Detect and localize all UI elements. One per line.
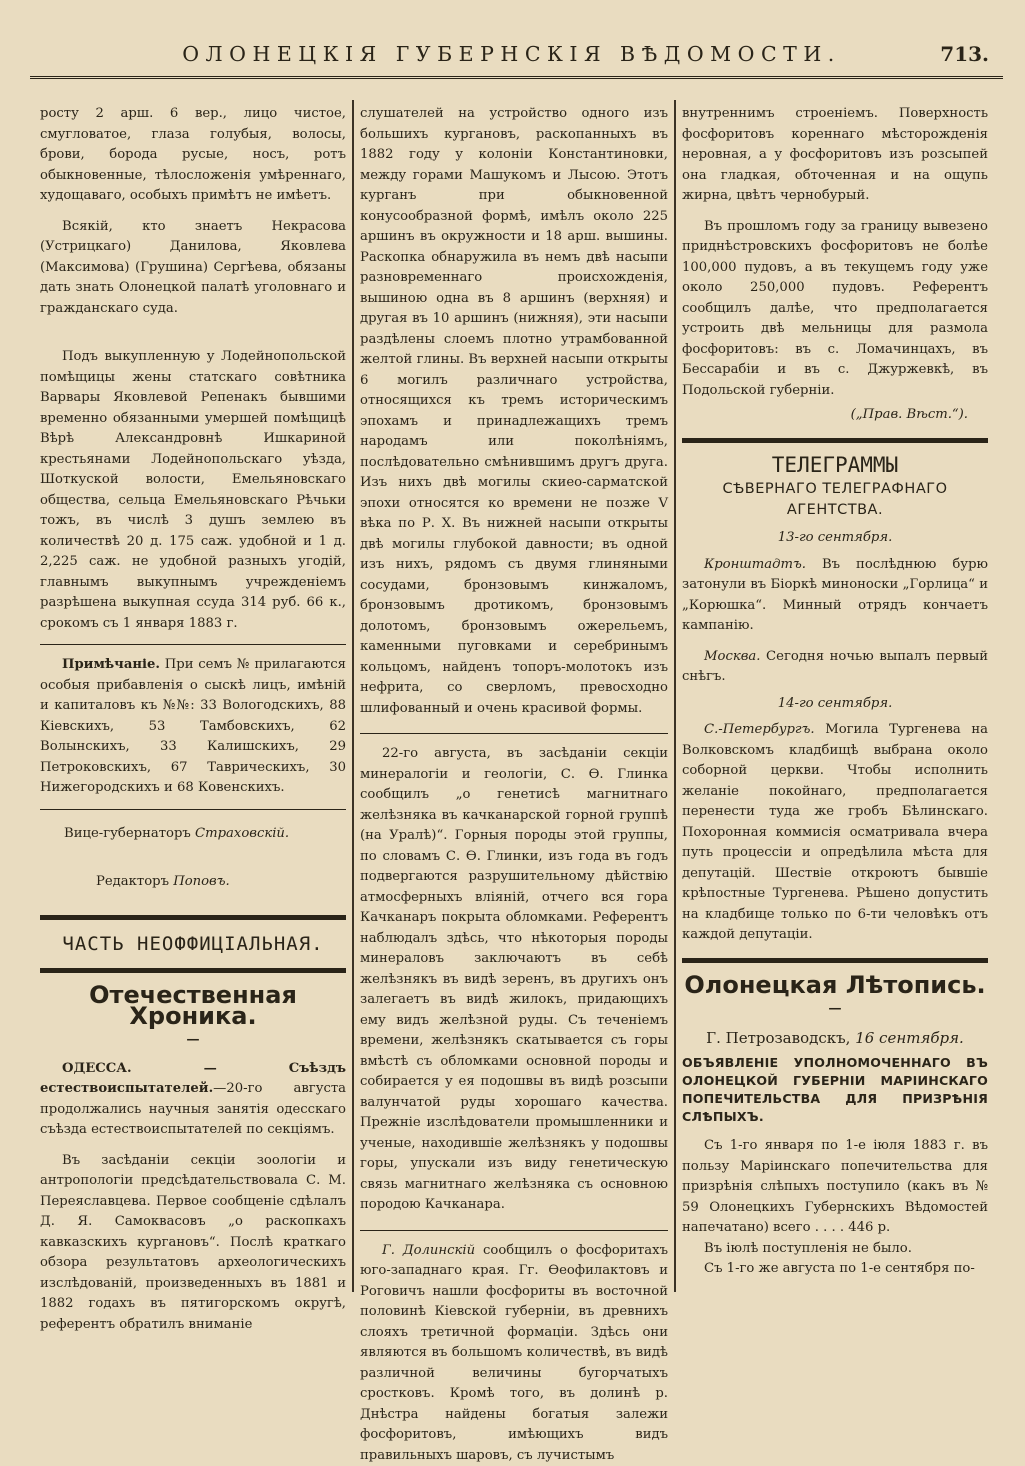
- odessa-lead: ОДЕССА. — Съѣздъ естествоиспытателей.: [40, 1061, 346, 1097]
- column-rule-2: [674, 100, 676, 1292]
- column-1: [40, 104, 346, 1292]
- odessa-text: —20-го августа продолжались научныя занятія одесскаго съѣзда естествоиспытателей по секціямъ.: [40, 1081, 346, 1137]
- announcement-heading: ОБЪЯВЛЕНІЕ УПОЛНОМОЧЕННАГО ВЪ ОЛОНЕЦКОЙ ГУБЕРНІИ МАРІИНСКАГО ПОПЕЧИТЕЛЬСТВА ДЛЯ ПРИЗРѢНІЯ СЛѢПЫХЪ.: [682, 1054, 988, 1126]
- note-text: При семъ № прилагаются особыя прибавленія о сыскѣ лицъ, имѣній и капиталовъ къ №№: 33 Вологодскихъ, 88 Кіевскихъ, 53 Тамбовскихъ, 62 Волынскихъ, 33 Калишскихъ, 29 Петроковскихъ, 67 Таврическихъ, 30 Нижегородскихъ и 68 Ковенскихъ.: [40, 657, 346, 795]
- source-citation: („Прав. Вѣст.“).: [682, 405, 968, 426]
- divider: [360, 733, 668, 734]
- city-dateline: [682, 1028, 988, 1049]
- telegram: [682, 720, 988, 946]
- dash-separator: —: [682, 999, 988, 1020]
- note-label: Примѣчаніе.: [62, 657, 160, 672]
- paragraph-text: сообщилъ о фосфоритахъ юго-западнаго края. Гг. Ѳеофилактовъ и Роговичъ нашли фосфориты въ восточной половинѣ Кіевской губерніи, въ древнихъ слояхъ третичной формаціи. Здѣсь они являются въ большомъ количествѣ, въ видѣ различной величины бугорчатыхъ сростковъ. Кромѣ того, въ долинѣ р. Днѣстра найдены богатыя залежи фосфоритовъ, имѣющихъ видъ правильныхъ шаровъ, съ лучистымъ: [360, 1243, 668, 1463]
- paragraph: Всякій, кто знаетъ Некрасова (Устрицкаго) Данилова, Яковлева (Максимова) (Грушина) Сергѣева, обязаны дать знать Олонецкой палатѣ уголовнаго и гражданскаго суда.: [40, 217, 346, 320]
- telegrams-heading: ТЕЛЕГРАММЫ: [682, 455, 988, 476]
- thick-divider: [682, 438, 988, 443]
- part-heading: ЧАСТЬ НЕОФФИЦІАЛЬНАЯ.: [40, 934, 346, 955]
- telegram-text: Сегодня ночью выпалъ первый снѣгъ.: [682, 649, 988, 685]
- telegram-text: Въ послѣднюю бурю затонули въ Біоркѣ миноноски „Горлица“ и „Корюшка“. Минный отрядъ кончаетъ кампанію.: [682, 557, 988, 634]
- paragraph: слушателей на устройство одного изъ большихъ кургановъ, раскопанныхъ въ 1882 году у колоніи Константиновки, между горами Машукомъ и Лысою. Этотъ курганъ при обыкновенной конусообразной формѣ, имѣлъ около 225 аршинъ въ окружности и 18 арш. вышины. Раскопка обнаружила въ немъ двѣ насыпи разновременнаго происхожденія, вышиною одна въ 8 аршинъ (верхняя) и другая въ 10 аршинъ (нижняя), эти насыпи раздѣлены слоемъ плотно утрамбованной желтой глины. Въ верхней насыпи открыты 6 могилъ различнаго устройства, относящихся къ тремъ историческимъ эпохамъ и принадлежащихъ тремъ народамъ или поколѣніямъ, послѣдовательно смѣнившимъ другъ друга. Изъ нихъ двѣ могилы скиео-сарматской эпохи относятся ко времени не позже V вѣка по Р. Х. Въ нижней насыпи открыты двѣ могилы глубокой давности; въ одной изъ нихъ, рядомъ съ двумя глиняными сосудами, бронзовымъ кинжаломъ, бронзовымъ дротикомъ, бронзовымъ долотомъ, бронзовымъ ожерельемъ, каменными пуговками и серебринымъ кольцомъ, найденъ топоръ-молотокъ изъ нефрита, со сверломъ, превосходно шлифованный и очень красивой формы.: [360, 104, 668, 719]
- paragraph: Въ засѣданіи секціи зоологіи и антропологіи предсѣдательствовала С. М. Переяславцева. Первое сообщеніе сдѣлалъ Д. Я. Самоквасовъ „о раскопкахъ кавказскихъ кургановъ“. Послѣ краткаго обзора результатовъ археологическихъ изслѣдованій, произведенныхъ въ 1881 и 1882 годахъ въ пятигорскомъ округѣ, референтъ обратилъ вниманіе: [40, 1151, 346, 1336]
- newspaper-title: ОЛОНЕЦКІЯ ГУБЕРНСКІЯ ВѢДОМОСТИ.: [150, 42, 873, 66]
- dash-separator: —: [40, 1030, 346, 1051]
- vice-governor-signature: [64, 824, 346, 845]
- telegram-place: Москва.: [704, 649, 760, 664]
- chronicle-heading: Олонецкая Лѣтопись.: [682, 975, 988, 996]
- telegrams-subheading: СѢВЕРНАГО ТЕЛЕГРАФНАГО АГЕНТСТВА.: [682, 479, 988, 520]
- telegram-place: С.-Петербургъ.: [704, 722, 815, 737]
- telegram-text: Могила Тургенева на Волковскомъ кладбищѣ выбрана около соборной церкви. Чтобы исполнить желаніе покойнаго, предполагается перенести туда же гробъ Бѣлинскаго. Похоронная коммисія осматривала вчера путь процессіи и опредѣлила мѣста для депутацій. Шествіе откроютъ бывшіе крѣпостные Тургенева. Рѣшено допустить на кладбище только по 6-ти человѣкъ отъ каждой депутаціи.: [682, 722, 988, 942]
- author-name: Г. Долинскій: [382, 1243, 475, 1258]
- thick-divider: [40, 968, 346, 973]
- date-line: 13-го сентября.: [682, 528, 988, 549]
- divider: [40, 809, 346, 810]
- page-number: 713.: [940, 42, 989, 66]
- editor-signature: [96, 872, 346, 893]
- paragraph: 22-го августа, въ засѣданіи секціи минералогіи и геологіи, С. Ѳ. Глинка сообщилъ „о генетисѣ магнитнаго желѣзняка въ качканарской горной группѣ (на Уралѣ)“. Горныя породы этой группы, по словамъ С. Ѳ. Глинки, изъ года въ годъ подвергаются разрушительному дѣйствію атмосферныхъ вліяній, отчего вся гора Качканаръ покрыта обломками. Референтъ наблюдалъ здѣсь, что нѣкоторыя породы минераловъ заключаютъ въ себѣ желѣзнякъ въ видѣ зеренъ, въ другихъ онъ залегаетъ въ видѣ жилокъ, придающихъ ему видъ желѣзной руды. Съ теченіемъ времени, желѣзнякъ скатывается съ горы вмѣстѣ съ обломками основной породы и собирается у ея подошвы въ видѣ розсыпи валунчатой руды хорошаго качества. Прежніе изслѣдователи промышленники и ученые, находившіе желѣзнякъ у подошвы горы, упускали изъ виду генетическую связь магнитнаго желѣзняка съ основною породою Качканара.: [360, 744, 668, 1216]
- divider: [360, 1230, 668, 1231]
- paragraph: Въ прошломъ году за границу вывезено приднѣстровскихъ фосфоритовъ не болѣе 100,000 пудовъ, а въ текущемъ году уже около 250,000 пудовъ. Референтъ сообщилъ далѣе, что предполагается устроить двѣ мельницы для размола фосфоритовъ: въ с. Ломачинцахъ, въ Бессарабіи и въ с. Джуржевкѣ, въ Подольской губерніи.: [682, 217, 988, 402]
- editor-name: Поповъ.: [173, 874, 230, 889]
- column-3: [682, 104, 988, 1292]
- paragraph: Съ 1-го января по 1-е іюля 1883 г. въ пользу Маріинскаго попечительства для призрѣнія слѣпыхъ поступило (какъ въ № 59 Олонецкихъ Губернскихъ Вѣдомостей напечатано) всего . . . . 446 р.: [682, 1136, 988, 1239]
- paragraph: [40, 1059, 346, 1141]
- thick-divider: [40, 915, 346, 920]
- paragraph: [360, 1241, 668, 1466]
- telegram: [682, 647, 988, 688]
- city-label: Г. Петрозаводскъ,: [706, 1029, 850, 1047]
- date-line: 14-го сентября.: [682, 694, 988, 715]
- paragraph: Въ іюлѣ поступленія не было.: [682, 1239, 988, 1260]
- vice-label: Вице-губернаторъ: [64, 826, 191, 841]
- note-paragraph: [40, 655, 346, 799]
- thick-divider: [682, 958, 988, 963]
- paragraph: росту 2 арш. 6 вер., лицо чистое, смугловатое, глаза голубыя, волосы, брови, борода русые, носъ, ротъ обыкновенные, тѣлосложенія умѣреннаго, худощаваго, особыхъ примѣтъ не имѣетъ.: [40, 104, 346, 207]
- masthead: [30, 40, 1003, 79]
- telegram: [682, 555, 988, 637]
- paragraph: Подъ выкупленную у Лодейнопольской помѣщицы жены статскаго совѣтника Варвары Яковлевой Репенакъ бывшими временно обязанными умершей помѣщицѣ Вѣрѣ Александровнѣ Ишкариной крестьянами Лодейнопольскаго уѣзда, Шоткуской волости, Емельяновскаго общества, сельца Емельяновскаго Рѣчьки тожъ, въ числѣ 3 душъ землею въ количествѣ 20 д. 175 саж. удобной и 1 д. 2,225 саж. не удобной разныхъ угодій, главнымъ выкупнымъ учрежденіемъ разрѣшена выкупная ссуда 314 руб. 66 к., срокомъ съ 1 января 1883 г.: [40, 347, 346, 634]
- column-2: [360, 104, 668, 1292]
- city-date: 16 сентября.: [855, 1029, 964, 1047]
- vice-name: Страховскій.: [195, 826, 289, 841]
- paragraph: внутреннимъ строеніемъ. Поверхность фосфоритовъ кореннаго мѣсторожденія неровная, а у фосфоритовъ изъ розсыпей она гладкая, обточенная и на ощупь жирна, цвѣтъ чернобурый.: [682, 104, 988, 207]
- editor-label: Редакторъ: [96, 874, 169, 889]
- chronicle-heading: Отечественная Хроника.: [40, 985, 346, 1026]
- column-rule-1: [352, 100, 354, 1292]
- divider: [40, 644, 346, 645]
- telegram-place: Кронштадтъ.: [704, 557, 806, 572]
- paragraph: Съ 1-го же августа по 1-е сентября по-: [682, 1259, 988, 1280]
